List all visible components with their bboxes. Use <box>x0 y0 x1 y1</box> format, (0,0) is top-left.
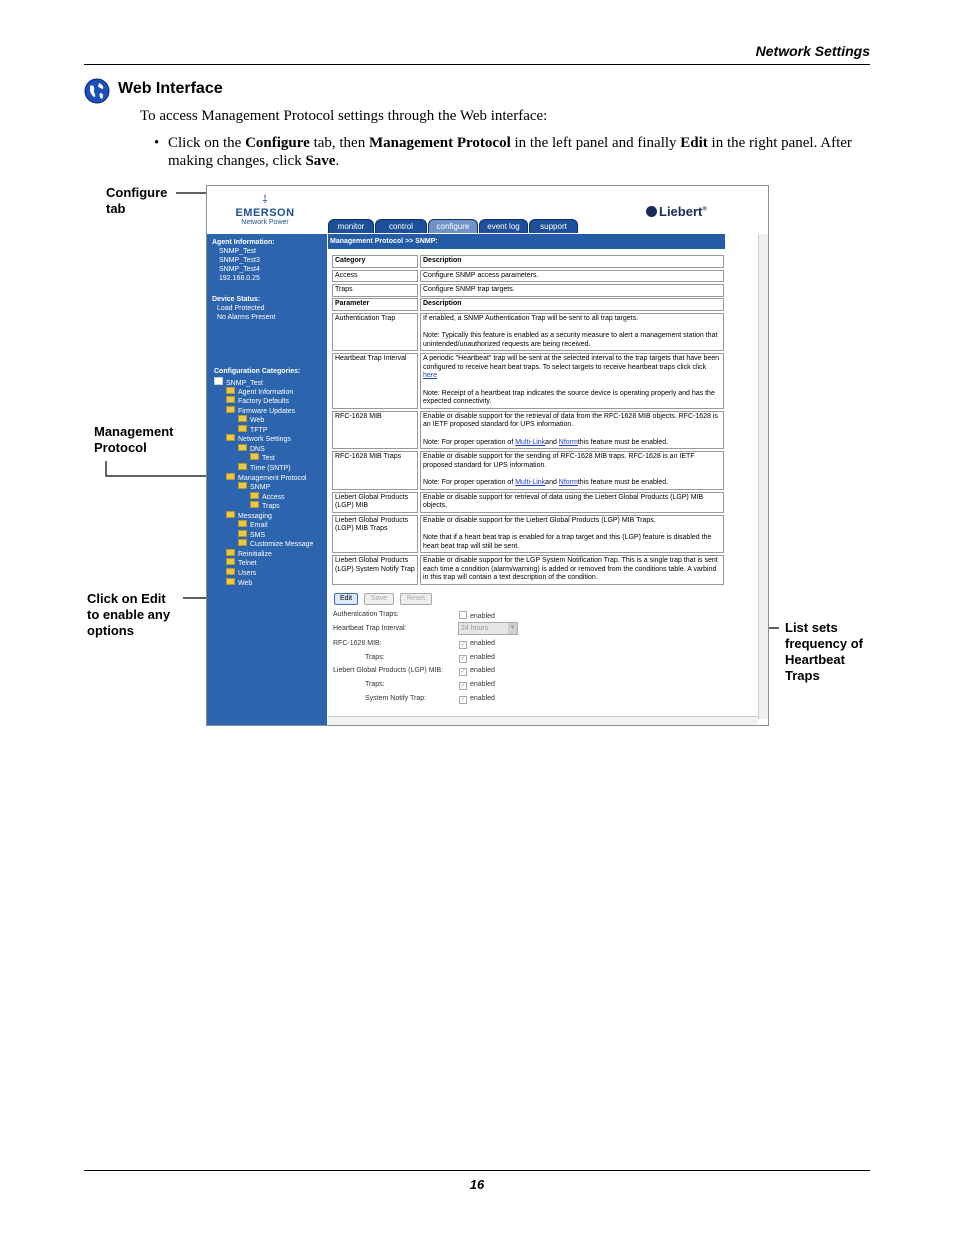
tree-item[interactable]: Test <box>250 453 275 464</box>
emerson-logo <box>229 192 301 226</box>
param-description: Enable or disable support for retrieval of data using the Liebert Global Products (LGP) MIB objects. <box>420 492 724 513</box>
tree-item[interactable]: Access <box>250 492 285 503</box>
param-description: Enable or disable support for the LGP System Notification Trap. This is a single trap that is sent each time a condition (alarm/warning) is added or removed from the conditions table. A varbind in this trap will contain a text description of the condition. <box>420 555 724 585</box>
callout-configure-tab: Configure tab <box>106 185 168 216</box>
table-row <box>332 515 724 554</box>
callout-management-protocol: Management Protocol <box>94 424 174 455</box>
tab-support[interactable]: support <box>529 219 578 233</box>
table-header-cell: Description <box>420 298 724 311</box>
rfc-traps-label: Traps: <box>365 654 385 661</box>
table-header-row <box>332 298 724 311</box>
tab-event-log[interactable]: event log <box>479 219 528 233</box>
folder-icon <box>250 501 259 508</box>
agent-info-line: SNMP_Test3 <box>219 257 260 264</box>
tab-monitor[interactable]: monitor <box>328 219 374 233</box>
rfc-mib-label: RFC-1628 MIB: <box>333 640 382 647</box>
param-name: Liebert Global Products (LGP) MIB Traps <box>332 515 418 554</box>
table-row <box>332 451 724 490</box>
param-description: If enabled, a SNMP Authentication Trap will be sent to all trap targets. Note: Typically this feature is enabled as a security measure to alert a management station that unintended/unauthorized requests are being received. <box>420 313 724 352</box>
table-row <box>332 411 724 450</box>
folder-icon <box>238 463 247 470</box>
left-panel <box>207 234 327 725</box>
tree-item[interactable]: SNMP <box>238 482 270 493</box>
checkbox-checked-icon: ✓ <box>460 669 466 675</box>
emerson-sub: Network Power <box>241 219 289 226</box>
folder-icon <box>238 530 247 537</box>
table-row <box>332 492 724 513</box>
folder-icon <box>226 558 235 565</box>
param-description: A periodic "Heartbeat" trap will be sent at the selected interval to the trap targets that have been configured to receive heart beat traps. To select targets to receive heartbeat traps click click here Note: Receipt of a heartbeat trap indicates the source device is operating properly and has the expected connectivity. <box>420 353 724 409</box>
folder-icon <box>238 520 247 527</box>
param-description: Enable or disable support for the Liebert Global Products (LGP) MIB Traps. Note that if a heart beat trap is enabled for a trap target and this (LGP) feature is disabled the heart beat trap will still be sent. <box>420 515 724 554</box>
bullet-text: Click on the Configure tab, then Management Protocol in the left panel and finally Edit in the right panel. After making changes, click Save. <box>168 135 852 169</box>
folder-icon <box>226 578 235 585</box>
folder-icon <box>238 425 247 432</box>
param-name: Liebert Global Products (LGP) System Notify Trap <box>332 555 418 585</box>
nform-link[interactable]: Nform <box>558 479 578 486</box>
table-header-cell: Category <box>332 255 418 268</box>
liebert-mark-icon <box>646 206 657 217</box>
tree-item[interactable]: Email <box>238 520 268 531</box>
reset-button[interactable]: Reset <box>400 593 432 605</box>
lgp-traps-checkbox[interactable]: ✓ enabled <box>460 681 495 689</box>
folder-icon <box>226 387 235 394</box>
auth-traps-checkbox[interactable]: enabled <box>459 611 495 620</box>
tab-configure[interactable]: configure <box>428 219 478 233</box>
nform-link[interactable]: Nform <box>558 438 578 446</box>
folder-icon <box>238 482 247 489</box>
device-icon <box>214 377 223 385</box>
tree-item[interactable]: Factory Defaults <box>226 396 289 407</box>
emerson-mark-icon: ⸸ <box>262 194 268 206</box>
param-name: RFC-1628 MIB Traps <box>332 451 418 490</box>
checkbox-icon <box>459 611 467 619</box>
table-row <box>332 313 724 352</box>
rfc-traps-checkbox[interactable]: ✓ enabled <box>460 654 495 662</box>
checkbox-checked-icon: ✓ <box>460 642 466 648</box>
tree-item[interactable]: Management Protocol <box>226 473 306 484</box>
category-link-traps[interactable]: Traps <box>332 284 418 297</box>
table-cell: Configure SNMP access parameters. <box>420 270 724 283</box>
folder-icon <box>238 415 247 422</box>
lgp-mib-checkbox[interactable]: ✓ enabled <box>460 667 495 675</box>
tree-item[interactable]: Traps <box>250 501 280 512</box>
folder-icon <box>238 539 247 546</box>
auth-traps-label: Authentication Traps: <box>333 611 399 618</box>
sysnotify-label: System Notify Trap: <box>365 695 427 702</box>
tree-item[interactable]: Web <box>238 415 264 426</box>
device-status-heading: Device Status: <box>212 296 261 303</box>
parameter-table <box>330 296 726 587</box>
tree-item[interactable]: SMS <box>238 530 265 541</box>
main-panel-heading: Management Protocol >> SNMP: <box>328 234 725 249</box>
checkbox-checked-icon: ✓ <box>460 697 466 703</box>
folder-icon <box>226 568 235 575</box>
folder-icon <box>226 396 235 403</box>
tree-item[interactable]: TFTP <box>238 425 268 436</box>
tree-item[interactable]: Time (SNTP) <box>238 463 291 474</box>
multilink-link[interactable]: Multi-Link <box>515 438 546 446</box>
callout-click-edit: Click on Edit to enable any options <box>87 591 171 638</box>
table-header-cell: Parameter <box>332 298 418 311</box>
tree-item[interactable]: Reinitialize <box>226 549 272 560</box>
tree-item[interactable]: Telnet <box>226 558 257 569</box>
bullet-dot: • <box>154 135 160 151</box>
tree-item[interactable]: DNS <box>238 444 265 455</box>
top-banner <box>207 186 768 234</box>
horizontal-scrollbar[interactable] <box>328 716 758 726</box>
vertical-scrollbar[interactable] <box>758 234 769 719</box>
table-row[interactable] <box>332 270 724 283</box>
param-name: Liebert Global Products (LGP) MIB <box>332 492 418 513</box>
running-header: Network Settings <box>755 43 870 59</box>
param-name: Authentication Trap <box>332 313 418 352</box>
edit-button[interactable]: Edit <box>334 593 358 605</box>
folder-icon <box>226 406 235 413</box>
lgp-traps-label: Traps: <box>365 681 385 688</box>
table-header-cell: Description <box>420 255 724 268</box>
table-row <box>332 353 724 409</box>
folder-icon <box>250 492 259 499</box>
category-link-access[interactable]: Access <box>332 270 418 283</box>
agent-info-line: SNMP_Test4 <box>219 266 260 273</box>
multilink-link[interactable]: Multi-Link <box>515 479 546 486</box>
tree-item[interactable]: Messaging <box>226 511 272 522</box>
footer-rule <box>84 1170 870 1171</box>
section-title: Web Interface <box>118 80 223 97</box>
tree-item[interactable]: Network Settings <box>226 434 291 445</box>
rfc-mib-checkbox[interactable]: ✓ enabled <box>460 640 495 648</box>
web-ui-screenshot <box>206 185 769 726</box>
tree-item[interactable]: Firmware Updates <box>226 406 295 417</box>
tree-item[interactable]: Users <box>226 568 256 579</box>
chevron-down-icon: ▼ <box>508 623 517 634</box>
folder-icon <box>238 444 247 451</box>
folder-icon <box>226 511 235 518</box>
lgp-mib-label: Liebert Global Products (LGP) MIB: <box>333 667 444 674</box>
save-button[interactable]: Save <box>364 593 394 605</box>
folder-icon <box>250 453 259 460</box>
intro-text: To access Management Protocol settings through the Web interface: <box>140 108 548 124</box>
folder-icon <box>226 473 235 480</box>
agent-info-heading: Agent Information: <box>212 239 275 246</box>
emerson-name: EMERSON <box>235 207 295 219</box>
config-categories-heading: Configuration Categories: <box>214 368 301 375</box>
table-row <box>332 555 724 585</box>
device-status-line: No Alarms Present <box>217 314 276 321</box>
tree-item[interactable]: Web <box>226 578 252 589</box>
liebert-logo: Liebert® <box>646 204 707 219</box>
page-number: 16 <box>469 1177 485 1192</box>
folder-icon <box>226 549 235 556</box>
tab-control[interactable]: control <box>375 219 427 233</box>
param-name: RFC-1628 MIB <box>332 411 418 450</box>
hb-interval-select[interactable]: 24 hours ▼ <box>458 622 518 635</box>
sysnotify-checkbox[interactable]: ✓ enabled <box>460 695 495 703</box>
param-description: Enable or disable support for the retrieval of data from the RFC-1628 MIB objects. RFC-1628 is an IETF proposed standard for UPS information. Note: For proper operation of Multi-Linkand Nformthis feature must be enabled. <box>420 411 724 450</box>
folder-icon <box>226 434 235 441</box>
table-row[interactable] <box>332 284 724 297</box>
tree-item[interactable]: SNMP_Test <box>214 377 263 389</box>
checkbox-checked-icon: ✓ <box>460 656 466 662</box>
callout-list-sets: List sets frequency of Heartbeat Traps <box>785 620 864 683</box>
hb-interval-label: Heartbeat Trap Interval: <box>333 625 407 632</box>
checkbox-checked-icon: ✓ <box>460 683 466 689</box>
main-panel <box>328 249 758 719</box>
agent-info-line: 192.168.0.25 <box>219 275 260 282</box>
here-link[interactable]: here <box>423 372 438 379</box>
device-status-line: Load Protected <box>217 305 265 312</box>
category-table <box>330 253 726 299</box>
tree-item[interactable]: Customize Message <box>238 539 313 550</box>
param-description: Enable or disable support for the sending of RFC-1628 MIB traps. RFC-1628 is an IETF proposed standard for UPS information. Note: For proper operation of Multi-Linkand Nformthis feature must be enabled. <box>420 451 724 490</box>
tree-item[interactable]: Agent Information <box>226 387 293 398</box>
param-name: Heartbeat Trap Interval <box>332 353 418 409</box>
table-header-row <box>332 255 724 268</box>
table-cell: Configure SNMP trap targets. <box>420 284 724 297</box>
agent-info-line: SNMP_Test <box>219 248 256 255</box>
